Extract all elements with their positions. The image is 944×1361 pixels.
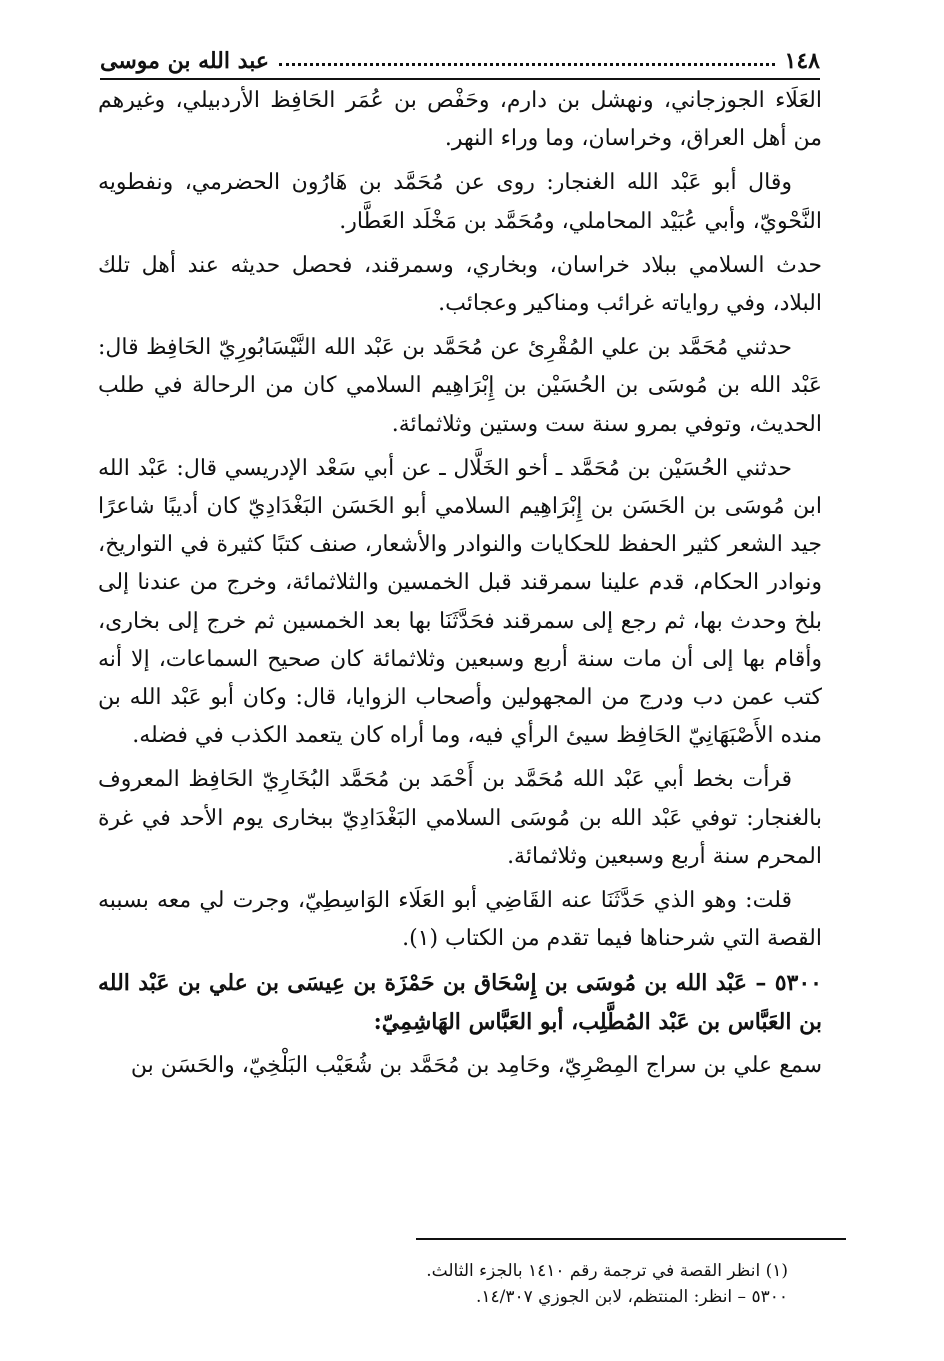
header-dot-leader xyxy=(279,63,775,66)
paragraph: قرأت بخط أبي عَبْد الله مُحَمَّد بن أَحْمَد بن مُحَمَّد البُخَارِيّ الحَافِظ المعروف بالغنجار: توفي عَبْد الله بن مُوسَى السلامي البَغْدَادِيّ ببخارى يوم الأحد في غرة المحرم سنة أربع وسبعين وثلاثمائة. xyxy=(98,767,822,869)
paragraph: حدثني مُحَمَّد بن علي المُقْرِئ عن مُحَمَّد بن عَبْد الله النَّيْسَابُورِيّ الحَافِظ قال: عَبْد الله بن مُوسَى بن الحُسَيْن بن إِبْرَاهِيم السلامي كان من الرحالة في طلب الحديث، وتوفي بمرو سنة ست وستين وثلاثمائة. xyxy=(98,335,822,437)
running-title: عبد الله بن موسى xyxy=(100,48,269,74)
footnote: ٥٣٠٠ – انظر: المنتظم، لابن الجوزي ١٤/٣٠٧. xyxy=(475,1287,788,1307)
paragraph: قلت: وهو الذي حَدَّثَنَا عنه القَاضِي أبو العَلَاء الوَاسِطِيّ، وجرت لي معه بسببه القصة التي شرحناها فيما تقدم من الكتاب (١). xyxy=(98,888,822,952)
paragraph: سمع علي بن سراج المِصْرِيّ، وحَامِد بن مُحَمَّد بن شُعَيْب البَلْخِيّ، والحَسَن بن xyxy=(130,1052,822,1078)
footnote: (١) انظر القصة في ترجمة رقم ١٤١٠ بالجزء الثالث. xyxy=(426,1261,788,1281)
entry-title: عَبْد الله بن مُوسَى بن إِسْحَاق بن حَمْزَة بن عِيسَى بن علي بن عَبْد الله بن العَبَّاس بن عَبْد المُطَّلِب، أبو العَبَّاس الهَاشِمِيّ: xyxy=(98,970,822,1035)
page-number: ١٤٨ xyxy=(784,48,820,74)
page-header xyxy=(100,30,820,80)
paragraph: حدث السلامي ببلاد خراسان، وبخاري، وسمرقند، فحصل حديثه عند أهل تلك البلاد، وفي رواياته غرائب ومناكير وعجائب. xyxy=(98,252,822,317)
entry-heading xyxy=(98,964,822,1040)
paragraph: حدثني الحُسَيْن بن مُحَمَّد ـ أخو الخَلَّال ـ عن أبي سَعْد الإدريسي قال: عَبْد الله ابن مُوسَى بن الحَسَن بن إِبْرَاهِيم السلامي أبو الحَسَن البَغْدَادِيّ كان أديبًا شاعرًا جيد الشعر كثير الحفظ للحكايات والنوادر والأشعار، صنف كتبًا كثيرة في التواريخ، ونوادر الحكام، قدم علينا سمرقند قبل الخمسين والثلاثمائة، وخرج من عندنا إلى بلخ وحدث بها، ثم رجع إلى سمرقند فحَدَّثَنَا بها بعد الخمسين ثم خرج إلى بخارى، وأقام بها إلى أن مات سنة أربع وسبعين وثلاثمائة كان صحيح السماعات، إلا أنه كتب عمن دب ودرج من المجهولين وأصحاب الزوايا، قال: وكان أبو عَبْد الله بن منده الأَصْبَهَانِيّ الحَافِظ سيئ الرأي فيه، وما أراه كان يتعمد الكذب في فضله. xyxy=(98,455,823,749)
page-body xyxy=(98,82,822,1091)
paragraph: وقال أبو عَبْد الله الغنجار: روى عن مُحَمَّد بن هَارُون الحضرمي، ونفطويه النَّحْويّ، وأبي عُبَيْد المحاملي، ومُحَمَّد بن مَخْلَد العَطَّار. xyxy=(98,170,822,234)
entry-dash: – xyxy=(755,970,767,997)
footnotes xyxy=(98,1258,818,1310)
paragraph: العَلَاء الجوزجاني، ونهشل بن دارم، وحَفْص بن عُمَر الحَافِظ الأردبيلي، وغيرهم من أهل العراق، وخراسان، وما وراء النهر. xyxy=(98,88,822,152)
footnote-separator xyxy=(416,1238,846,1240)
entry-number: ٥٣٠٠ xyxy=(774,970,822,997)
